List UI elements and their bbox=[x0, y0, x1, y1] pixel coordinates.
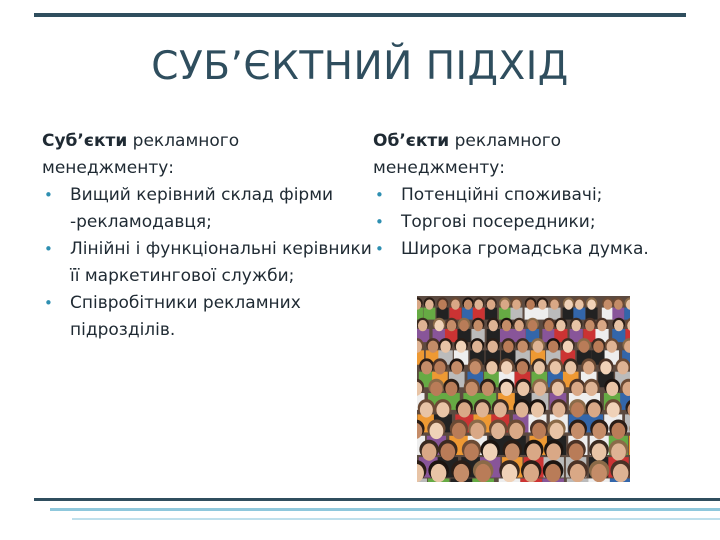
bullet-icon: • bbox=[375, 186, 384, 204]
subjects-heading bbox=[42, 128, 372, 182]
subjects-heading-bold: Суб’єкти bbox=[42, 131, 128, 151]
bottom-divider-light bbox=[72, 518, 720, 520]
list-item bbox=[373, 236, 688, 263]
top-divider bbox=[34, 13, 686, 17]
bullet-icon: • bbox=[44, 294, 53, 312]
bullet-icon: • bbox=[375, 213, 384, 231]
subjects-heading-rest: рекламного менеджменту: bbox=[42, 131, 240, 178]
list-item-text: Лінійні і функціональні керівники її маркетингової служби; bbox=[70, 239, 372, 286]
slide-title: СУБ’ЄКТНИЙ ПІДХІД bbox=[151, 44, 569, 89]
objects-heading-rest: рекламного менеджменту: bbox=[373, 131, 562, 178]
bullet-icon: • bbox=[44, 186, 53, 204]
subjects-column bbox=[42, 128, 372, 344]
objects-heading bbox=[373, 128, 688, 182]
objects-list bbox=[373, 182, 688, 263]
list-item-text: Вищий керівний склад фірми -рекламодавця; bbox=[70, 185, 334, 232]
bottom-divider-dark bbox=[34, 498, 720, 501]
bottom-divider-mid bbox=[50, 508, 720, 511]
list-item bbox=[373, 182, 688, 209]
objects-column bbox=[373, 128, 688, 263]
crowd-photo bbox=[417, 296, 630, 482]
bullet-icon: • bbox=[375, 240, 384, 258]
subjects-list bbox=[42, 182, 372, 344]
list-item-text: Потенційні споживачі; bbox=[401, 185, 603, 205]
list-item bbox=[373, 209, 688, 236]
crowd-image bbox=[417, 296, 630, 482]
list-item-text: Торгові посередники; bbox=[401, 212, 596, 232]
list-item-text: Співробітники рекламних підрозділів. bbox=[70, 293, 301, 340]
bullet-icon: • bbox=[44, 240, 53, 258]
list-item-text: Широка громадська думка. bbox=[401, 239, 649, 259]
objects-heading-bold: Об’єкти bbox=[373, 131, 450, 151]
list-item bbox=[42, 236, 372, 290]
list-item bbox=[42, 182, 372, 236]
list-item bbox=[42, 290, 372, 344]
